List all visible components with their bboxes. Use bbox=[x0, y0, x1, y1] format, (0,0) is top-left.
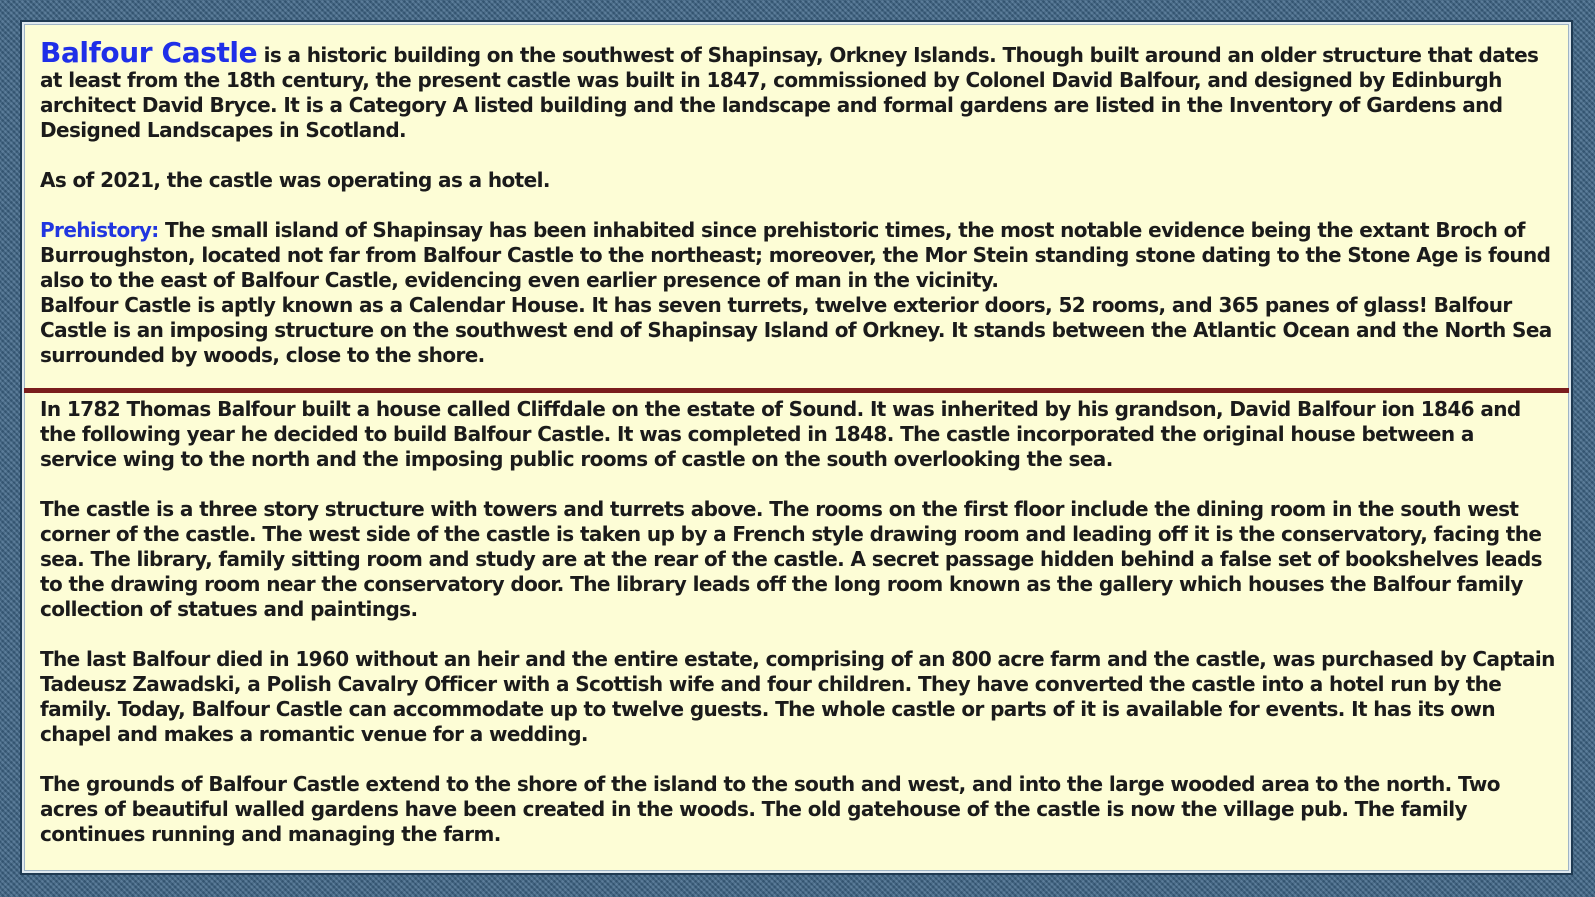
text-panel bbox=[22, 22, 1571, 873]
calendar-house-paragraph: Balfour Castle is aptly known as a Calendar House. It has seven turrets, twelve exterior doors, 52 rooms, and 365 panes of glass! Balfour Castle is an imposing structure on the southwest end of Shapinsay Island of Orkney. It stands between the Atlantic Ocean and the North Sea surrounded by woods, close to the shore. bbox=[40, 293, 1552, 367]
intro-text: is a historic building on the southwest of Shapinsay, Orkney Islands. Though built around an older structure that dates at least from the 18th century, the present castle was built in 1847, commissioned by Colonel David Balfour, and designed by Edinburgh architect David Bryce. It is a Category A listed building and the landscape and formal gardens are listed in the Inventory of Gardens and Designed Landscapes in Scotland. bbox=[40, 43, 1539, 142]
section-divider bbox=[24, 388, 1569, 393]
prehistory-label: Prehistory: bbox=[40, 218, 159, 242]
history-section bbox=[24, 397, 1569, 847]
history-paragraph-grounds: The grounds of Balfour Castle extend to the shore of the island to the south and west, and into the large wooded area to the north. Two acres of beautiful walled gardens have been created in the woods. The old gatehouse of the castle is now the village pub. The family continues running and managing the farm. bbox=[40, 772, 1500, 846]
hotel-note: As of 2021, the castle was operating as a hotel. bbox=[40, 168, 550, 192]
prehistory-text: The small island of Shapinsay has been inhabited since prehistoric times, the most notable evidence being the extant Broch of Burroughston, located not far from Balfour Castle to the northeast; moreover, the Mor Stein standing stone dating to the Stone Age is found also to the east of Balfour Castle, evidencing even earlier presence of man in the vicinity. bbox=[40, 218, 1551, 292]
history-paragraph-cliffdale: In 1782 Thomas Balfour built a house called Cliffdale on the estate of Sound. It was inherited by his grandson, David Balfour ion 1846 and the following year he decided to build Balfour Castle. It was completed in 1848. The castle incorporated the original house between a service wing to the north and the imposing public rooms of castle on the south overlooking the sea. bbox=[40, 397, 1521, 471]
page-title: Balfour Castle bbox=[40, 36, 258, 69]
intro-paragraph bbox=[40, 36, 1555, 143]
history-paragraph-ownership: The last Balfour died in 1960 without an heir and the entire estate, comprising of an 800 acre farm and the castle, was purchased by Captain Tadeusz Zawadski, a Polish Cavalry Officer with a Scottish wife and four children. They have converted the castle into a hotel run by the family. Today, Balfour Castle can accommodate up to twelve guests. The whole castle or parts of it is available for events. It has its own chapel and makes a romantic venue for a wedding. bbox=[40, 647, 1555, 746]
prehistory-paragraph bbox=[40, 218, 1555, 293]
intro-section bbox=[24, 24, 1569, 386]
history-paragraph-structure: The castle is a three story structure with towers and turrets above. The rooms on the first floor include the dining room in the south west corner of the castle. The west side of the castle is taken up by a French style drawing room and leading off it is the conservatory, facing the sea. The library, family sitting room and study are at the rear of the castle. A secret passage hidden behind a false set of bookshelves leads to the drawing room near the conservatory door. The library leads off the long room known as the gallery which houses the Balfour family collection of statues and paintings. bbox=[40, 497, 1542, 621]
